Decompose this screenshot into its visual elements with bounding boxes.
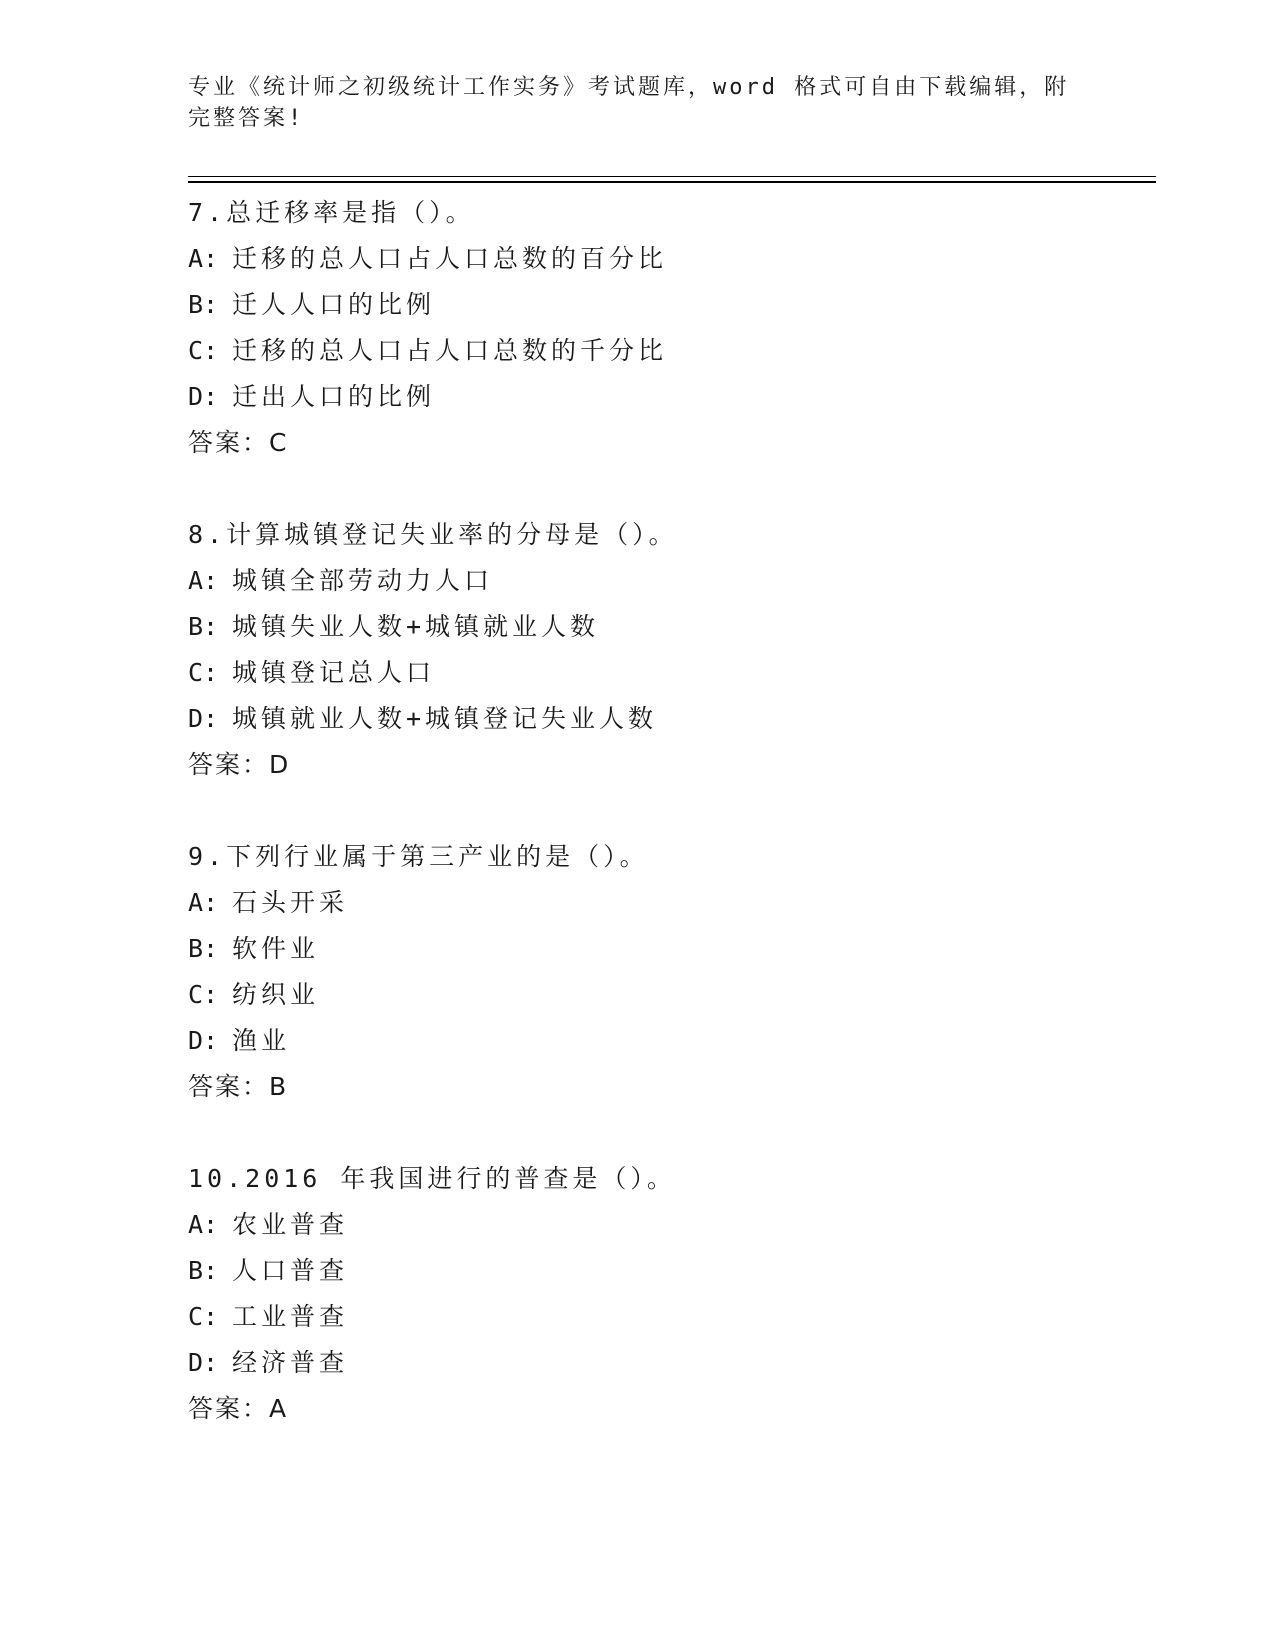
option-letter: C: bbox=[188, 1302, 219, 1331]
option-text: 软件业 bbox=[232, 934, 320, 963]
header-divider-thin bbox=[188, 176, 1156, 177]
option-c bbox=[188, 972, 1156, 1018]
option-text: 迁移的总人口占人口总数的千分比 bbox=[232, 336, 668, 365]
question-stem: 9.下列行业属于第三产业的是（）。 bbox=[188, 842, 649, 871]
option-text: 迁出人口的比例 bbox=[232, 382, 436, 411]
option-c bbox=[188, 328, 1156, 374]
answer-line: 答案：D bbox=[188, 750, 291, 779]
option-text: 渔业 bbox=[232, 1026, 291, 1055]
question-list bbox=[188, 190, 1156, 1478]
question-item bbox=[188, 834, 1156, 1110]
option-text: 城镇全部劳动力人口 bbox=[232, 566, 494, 595]
option-letter: D: bbox=[188, 1026, 219, 1055]
question-item bbox=[188, 512, 1156, 788]
option-a bbox=[188, 1202, 1156, 1248]
option-letter: A: bbox=[188, 888, 219, 917]
option-d bbox=[188, 1340, 1156, 1386]
question-item bbox=[188, 190, 1156, 466]
answer-line: 答案：C bbox=[188, 428, 289, 457]
option-letter: A: bbox=[188, 566, 219, 595]
option-b bbox=[188, 1248, 1156, 1294]
option-d bbox=[188, 696, 1156, 742]
option-letter: C: bbox=[188, 336, 219, 365]
option-text: 城镇登记总人口 bbox=[232, 658, 436, 687]
option-letter: B: bbox=[188, 612, 219, 641]
option-d bbox=[188, 374, 1156, 420]
option-b bbox=[188, 282, 1156, 328]
option-a bbox=[188, 880, 1156, 926]
option-letter: B: bbox=[188, 290, 219, 319]
option-letter: C: bbox=[188, 980, 219, 1009]
option-text: 迁人人口的比例 bbox=[232, 290, 436, 319]
option-c bbox=[188, 1294, 1156, 1340]
option-letter: D: bbox=[188, 382, 219, 411]
option-text: 城镇就业人数+城镇登记失业人数 bbox=[232, 704, 658, 733]
question-stem: 8.计算城镇登记失业率的分母是（）。 bbox=[188, 520, 678, 549]
header-divider-thick bbox=[188, 181, 1156, 183]
answer-line: 答案：B bbox=[188, 1072, 289, 1101]
option-letter: D: bbox=[188, 704, 219, 733]
option-letter: A: bbox=[188, 244, 219, 273]
option-text: 经济普查 bbox=[232, 1348, 349, 1377]
header-description: 专业《统计师之初级统计工作实务》考试题库，word 格式可自由下载编辑，附完整答案! bbox=[188, 75, 1070, 131]
option-text: 纺织业 bbox=[232, 980, 320, 1009]
option-text: 迁移的总人口占人口总数的百分比 bbox=[232, 244, 668, 273]
question-item bbox=[188, 1156, 1156, 1432]
option-a bbox=[188, 558, 1156, 604]
option-text: 工业普查 bbox=[232, 1302, 349, 1331]
option-text: 人口普查 bbox=[232, 1256, 349, 1285]
option-d bbox=[188, 1018, 1156, 1064]
question-stem: 10.2016 年我国进行的普查是（）。 bbox=[188, 1164, 676, 1193]
option-text: 城镇失业人数+城镇就业人数 bbox=[232, 612, 600, 641]
option-c bbox=[188, 650, 1156, 696]
option-letter: B: bbox=[188, 934, 219, 963]
question-stem: 7.总迁移率是指（）。 bbox=[188, 198, 475, 227]
option-a bbox=[188, 236, 1156, 282]
option-b bbox=[188, 604, 1156, 650]
option-letter: A: bbox=[188, 1210, 219, 1239]
option-letter: B: bbox=[188, 1256, 219, 1285]
option-letter: D: bbox=[188, 1348, 219, 1377]
option-b bbox=[188, 926, 1156, 972]
answer-line: 答案：A bbox=[188, 1394, 289, 1423]
option-text: 农业普查 bbox=[232, 1210, 349, 1239]
option-text: 石头开采 bbox=[232, 888, 349, 917]
option-letter: C: bbox=[188, 658, 219, 687]
